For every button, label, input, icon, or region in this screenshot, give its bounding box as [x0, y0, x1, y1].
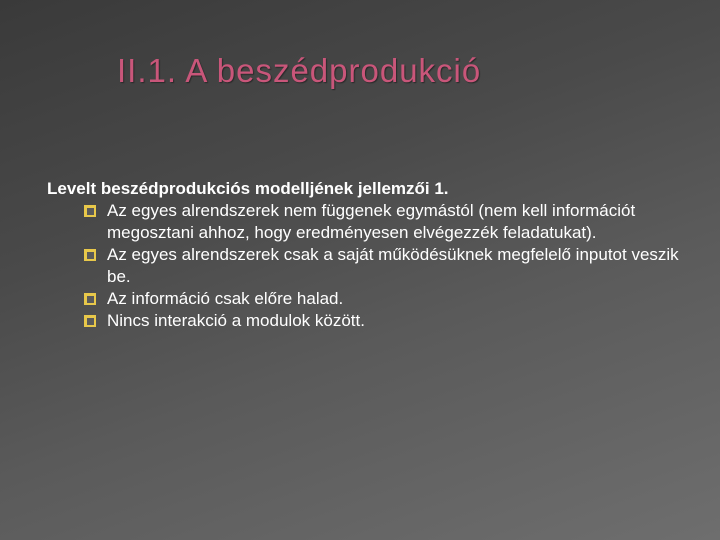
list-item — [83, 200, 707, 244]
list-item — [83, 288, 707, 310]
bullet-text: Az információ csak előre halad. — [107, 289, 344, 308]
list-item — [83, 310, 707, 332]
bullet-text: Nincs interakció a modulok között. — [107, 311, 365, 330]
bullet-text: Az egyes alrendszerek csak a saját működésüknek megfelelő inputot veszik be. — [107, 245, 679, 286]
hollow-square-bullet-icon — [83, 292, 97, 306]
hollow-square-bullet-icon — [83, 204, 97, 218]
bullet-text: Az egyes alrendszerek nem függenek egymástól (nem kell információt megosztani ahhoz, hogy eredményesen elvégezzék feladatukat). — [107, 201, 636, 242]
hollow-square-bullet-icon — [83, 248, 97, 262]
slide-content — [47, 178, 707, 332]
list-item — [83, 244, 707, 288]
bullet-list — [47, 200, 707, 332]
hollow-square-bullet-icon — [83, 314, 97, 328]
slide-title: II.1. A beszédprodukció — [117, 52, 482, 89]
content-heading: Levelt beszédprodukciós modelljének jellemzői 1. — [47, 179, 449, 198]
